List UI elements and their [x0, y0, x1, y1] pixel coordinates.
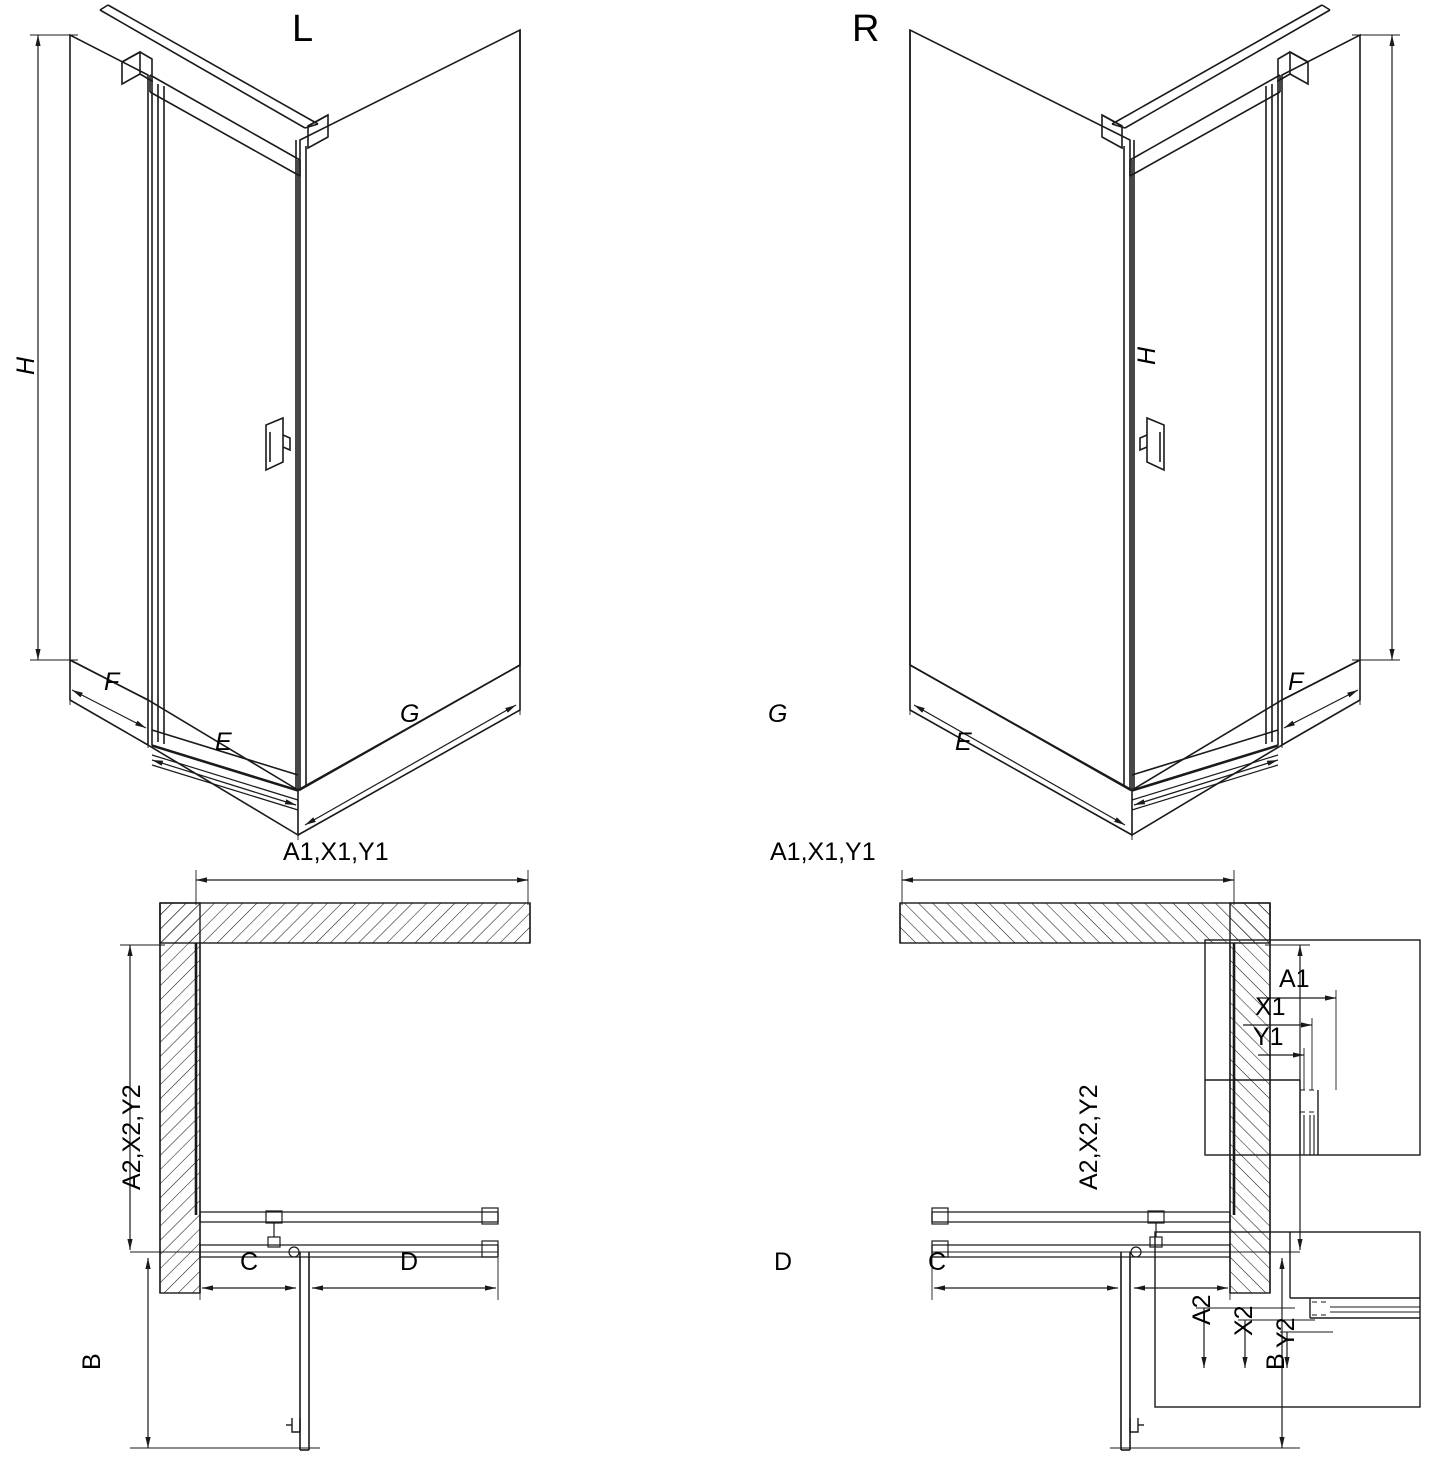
iso-left-dim-f: F [104, 668, 120, 696]
detail-top-dim-x1: X1 [1255, 993, 1286, 1021]
iso-left-height-label: H [12, 356, 40, 375]
detail-bottom-dim-y2: Y2 [1272, 1317, 1300, 1348]
plan-left-dim-c: C [240, 1248, 259, 1276]
detail-bottom-dim-x2: X2 [1230, 1305, 1258, 1336]
plan-left-side-dim: A2,X2,Y2 [118, 1084, 146, 1190]
plan-right-dim-c: C [928, 1248, 947, 1276]
iso-right-title: R [852, 8, 880, 50]
detail-bottom-dim-a2: A2 [1188, 1294, 1216, 1325]
iso-left-title: L [292, 8, 314, 50]
plan-right-dim-b: B [1262, 1353, 1290, 1370]
detail-top-dim-y1: Y1 [1253, 1023, 1284, 1051]
iso-right-dim-e: E [955, 728, 972, 756]
plan-left-dim-b: B [78, 1353, 106, 1370]
plan-right-dim-d: D [774, 1248, 793, 1276]
plan-left-dim-d: D [400, 1248, 419, 1276]
iso-right-dim-g: G [768, 700, 788, 728]
plan-right-top-dim: A1,X1,Y1 [770, 838, 876, 866]
plan-right-side-dim: A2,X2,Y2 [1075, 1084, 1103, 1190]
iso-left-dim-g: G [400, 700, 420, 728]
iso-right-height-label: H [1133, 346, 1161, 365]
iso-right-dim-f: F [1288, 668, 1304, 696]
iso-left-dim-e: E [215, 728, 232, 756]
detail-top-dim-a1: A1 [1279, 965, 1310, 993]
plan-left-top-dim: A1,X1,Y1 [283, 838, 389, 866]
